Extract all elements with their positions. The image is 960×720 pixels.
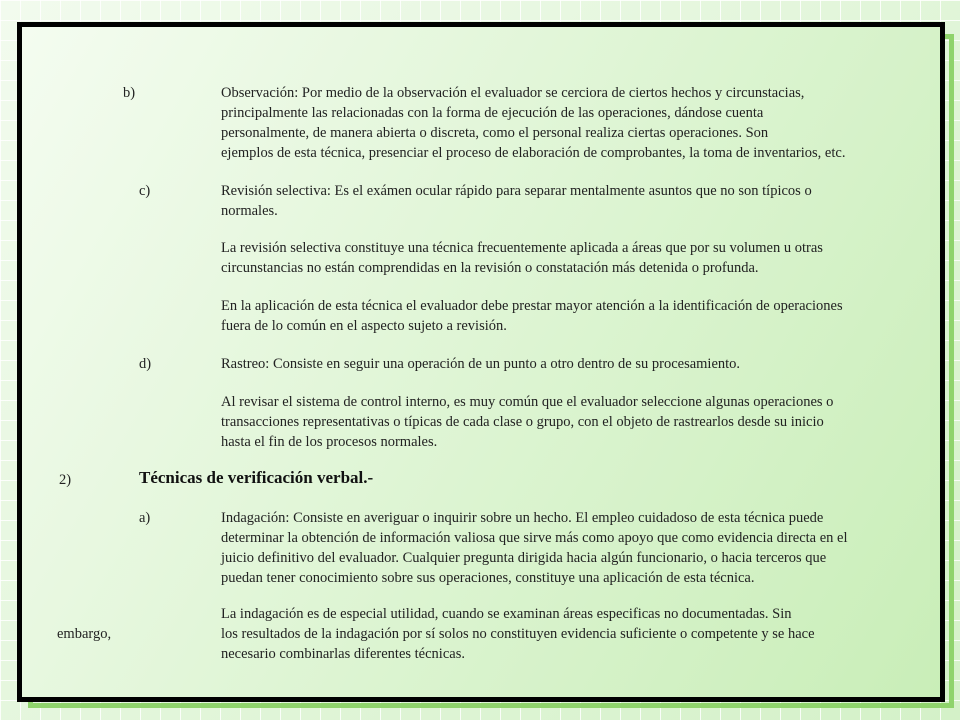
item-c-para3-line-2: fuera de lo común en el aspecto sujeto a revisión. xyxy=(221,318,507,334)
item-c-para2-line-2: circunstancias no están comprendidas en la revisión o constatación más detenida o profunda. xyxy=(221,260,759,276)
item-a-line-3: juicio definitivo del evaluador. Cualquier pregunta dirigida hacia algún funcionario, o hacia terceros que xyxy=(221,550,827,566)
item-a-line-4: puedan tener conocimiento sobre sus operaciones, constituye una aplicación de esta técnica. xyxy=(221,570,755,586)
item-d-para2-line-3: hasta el fin de los procesos normales. xyxy=(221,434,438,450)
item-a-line-1: Indagación: Consiste en averiguar o inquirir sobre un hecho. El empleo cuidadoso de esta técnica puede xyxy=(221,510,824,526)
item-d-para2-line-1: Al revisar el sistema de control interno, es muy común que el evaluador seleccione algunas operaciones o xyxy=(221,394,834,410)
slide-panel xyxy=(17,22,945,702)
item-a-para2-line-3: necesario combinarlas diferentes técnicas. xyxy=(221,646,465,662)
item-c-para2-line-1: La revisión selectiva constituye una técnica frecuentemente aplicada a áreas que por su volumen u otras xyxy=(221,240,823,256)
item-b-marker: b) xyxy=(123,85,136,101)
item-a-margin-word: embargo, xyxy=(57,626,112,642)
item-b-line-4: ejemplos de esta técnica, presenciar el proceso de elaboración de comprobantes, la toma de inventarios, etc. xyxy=(221,145,846,161)
item-c-line-1: Revisión selectiva: Es el exámen ocular rápido para separar mentalmente asuntos que no son típicos o xyxy=(221,183,812,199)
item-d-marker: d) xyxy=(139,356,152,372)
item-a-para2-line-1: La indagación es de especial utilidad, cuando se examinan áreas especificas no documentadas. Sin xyxy=(221,606,792,622)
item-c-marker: c) xyxy=(139,183,151,199)
section-2-marker: 2) xyxy=(59,472,72,488)
section-2-heading: Técnicas de verificación verbal.- xyxy=(139,468,374,487)
item-c-line-2: normales. xyxy=(221,203,278,219)
item-b-line-1: Observación: Por medio de la observación el evaluador se cerciora de ciertos hechos y circunstacias, xyxy=(221,85,805,101)
item-c-para3-line-1: En la aplicación de esta técnica el evaluador debe prestar mayor atención a la identificación de operaciones xyxy=(221,298,843,314)
item-a-marker: a) xyxy=(139,510,151,526)
item-d-line-1: Rastreo: Consiste en seguir una operación de un punto a otro dentro de su procesamiento. xyxy=(221,356,741,372)
item-b-line-2: principalmente las relacionadas con la forma de ejecución de las operaciones, dándose cuenta xyxy=(221,105,764,121)
item-b-line-3: personalmente, de manera abierta o discreta, como el personal realiza ciertas operaciones. Son xyxy=(221,125,769,141)
item-a-para2-line-2: los resultados de la indagación por sí solos no constituyen evidencia suficiente o competente y se hace xyxy=(221,626,815,642)
item-a-line-2: determinar la obtención de información valiosa que sirve más como apoyo que como evidencia directa en el xyxy=(221,530,848,546)
item-d-para2-line-2: transacciones representativas o típicas de cada clase o grupo, con el objeto de rastrearlos desde su inicio xyxy=(221,414,824,430)
